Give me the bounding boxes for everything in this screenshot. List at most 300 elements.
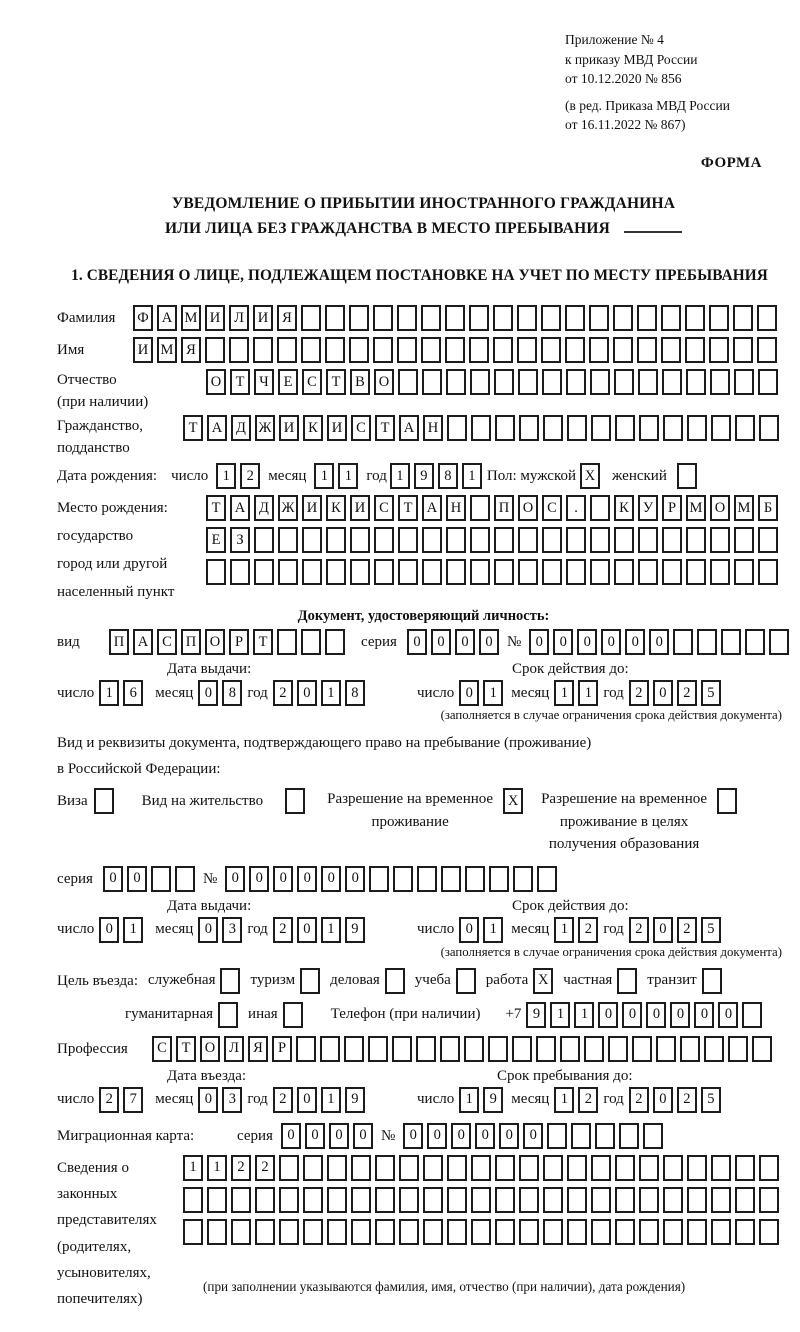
char-box[interactable]: 9 bbox=[345, 1087, 365, 1113]
char-box[interactable]: 2 bbox=[231, 1155, 251, 1181]
char-box[interactable] bbox=[663, 1155, 683, 1181]
char-box[interactable] bbox=[230, 559, 250, 585]
char-box[interactable]: 1 bbox=[483, 917, 503, 943]
char-box[interactable] bbox=[255, 1219, 275, 1245]
char-box[interactable] bbox=[495, 1187, 515, 1213]
char-box[interactable] bbox=[590, 559, 610, 585]
char-box[interactable]: 0 bbox=[353, 1123, 373, 1149]
char-box[interactable] bbox=[446, 559, 466, 585]
char-box[interactable]: 2 bbox=[677, 680, 697, 706]
char-box[interactable] bbox=[326, 559, 346, 585]
char-box[interactable]: 1 bbox=[550, 1002, 570, 1028]
char-box[interactable] bbox=[278, 559, 298, 585]
char-box[interactable]: 9 bbox=[345, 917, 365, 943]
char-box[interactable] bbox=[637, 305, 657, 331]
char-box[interactable]: 0 bbox=[499, 1123, 519, 1149]
checkbox-cell[interactable] bbox=[300, 968, 320, 994]
char-box[interactable]: 0 bbox=[653, 1087, 673, 1113]
char-box[interactable] bbox=[494, 559, 514, 585]
char-box[interactable] bbox=[351, 1187, 371, 1213]
char-box[interactable] bbox=[662, 369, 682, 395]
char-box[interactable] bbox=[711, 415, 731, 441]
char-box[interactable]: Н bbox=[446, 495, 466, 521]
char-box[interactable] bbox=[541, 337, 561, 363]
char-box[interactable] bbox=[613, 337, 633, 363]
char-box[interactable]: 2 bbox=[255, 1155, 275, 1181]
char-box[interactable] bbox=[373, 337, 393, 363]
char-box[interactable]: . bbox=[566, 495, 586, 521]
char-box[interactable]: О bbox=[200, 1036, 220, 1062]
checkbox-cell[interactable]: X bbox=[533, 968, 553, 994]
char-box[interactable]: С bbox=[152, 1036, 172, 1062]
char-box[interactable] bbox=[464, 1036, 484, 1062]
char-box[interactable]: 9 bbox=[414, 463, 434, 489]
char-box[interactable] bbox=[567, 1187, 587, 1213]
char-box[interactable] bbox=[350, 559, 370, 585]
char-box[interactable]: Л bbox=[224, 1036, 244, 1062]
char-box[interactable] bbox=[440, 1036, 460, 1062]
char-box[interactable] bbox=[710, 559, 730, 585]
char-box[interactable] bbox=[542, 559, 562, 585]
char-box[interactable] bbox=[663, 1187, 683, 1213]
char-box[interactable] bbox=[584, 1036, 604, 1062]
char-box[interactable]: О bbox=[518, 495, 538, 521]
char-box[interactable]: О bbox=[374, 369, 394, 395]
char-box[interactable]: 1 bbox=[483, 680, 503, 706]
char-box[interactable] bbox=[301, 305, 321, 331]
char-box[interactable] bbox=[661, 305, 681, 331]
char-box[interactable]: Ф bbox=[133, 305, 153, 331]
char-box[interactable]: С bbox=[157, 629, 177, 655]
char-box[interactable]: 0 bbox=[329, 1123, 349, 1149]
char-box[interactable]: 2 bbox=[99, 1087, 119, 1113]
char-box[interactable] bbox=[566, 527, 586, 553]
char-box[interactable] bbox=[471, 1155, 491, 1181]
char-box[interactable]: 0 bbox=[345, 866, 365, 892]
char-box[interactable] bbox=[757, 305, 777, 331]
char-box[interactable]: Я bbox=[248, 1036, 268, 1062]
checkbox-cell[interactable]: X bbox=[580, 463, 600, 489]
char-box[interactable]: Б bbox=[758, 495, 778, 521]
char-box[interactable]: С bbox=[542, 495, 562, 521]
char-box[interactable]: 9 bbox=[526, 1002, 546, 1028]
char-box[interactable] bbox=[375, 1219, 395, 1245]
char-box[interactable]: 1 bbox=[338, 463, 358, 489]
char-box[interactable] bbox=[229, 337, 249, 363]
char-box[interactable]: 0 bbox=[225, 866, 245, 892]
char-box[interactable] bbox=[704, 1036, 724, 1062]
char-box[interactable]: 0 bbox=[718, 1002, 738, 1028]
char-box[interactable]: 2 bbox=[629, 1087, 649, 1113]
char-box[interactable]: 0 bbox=[577, 629, 597, 655]
char-box[interactable] bbox=[687, 1219, 707, 1245]
checkbox-cell[interactable] bbox=[385, 968, 405, 994]
char-box[interactable] bbox=[488, 1036, 508, 1062]
char-box[interactable] bbox=[231, 1219, 251, 1245]
char-box[interactable]: Т bbox=[176, 1036, 196, 1062]
char-box[interactable]: 0 bbox=[127, 866, 147, 892]
char-box[interactable] bbox=[447, 1187, 467, 1213]
char-box[interactable]: Я bbox=[181, 337, 201, 363]
char-box[interactable]: 0 bbox=[297, 1087, 317, 1113]
char-box[interactable] bbox=[615, 1155, 635, 1181]
char-box[interactable] bbox=[685, 305, 705, 331]
char-box[interactable]: 0 bbox=[479, 629, 499, 655]
char-box[interactable]: И bbox=[205, 305, 225, 331]
checkbox-cell[interactable] bbox=[456, 968, 476, 994]
char-box[interactable] bbox=[231, 1187, 251, 1213]
char-box[interactable] bbox=[320, 1036, 340, 1062]
char-box[interactable] bbox=[277, 629, 297, 655]
char-box[interactable] bbox=[721, 629, 741, 655]
char-box[interactable] bbox=[447, 415, 467, 441]
char-box[interactable] bbox=[517, 337, 537, 363]
char-box[interactable] bbox=[560, 1036, 580, 1062]
char-box[interactable] bbox=[615, 1219, 635, 1245]
char-box[interactable] bbox=[591, 1187, 611, 1213]
char-box[interactable]: П bbox=[181, 629, 201, 655]
checkbox-cell[interactable] bbox=[283, 1002, 303, 1028]
char-box[interactable] bbox=[518, 369, 538, 395]
char-box[interactable] bbox=[471, 1219, 491, 1245]
checkbox-cell[interactable] bbox=[218, 1002, 238, 1028]
char-box[interactable]: М bbox=[157, 337, 177, 363]
char-box[interactable]: М bbox=[181, 305, 201, 331]
char-box[interactable]: 1 bbox=[321, 917, 341, 943]
char-box[interactable]: 2 bbox=[273, 1087, 293, 1113]
char-box[interactable] bbox=[637, 337, 657, 363]
char-box[interactable] bbox=[393, 866, 413, 892]
char-box[interactable]: 0 bbox=[297, 680, 317, 706]
char-box[interactable]: 2 bbox=[273, 680, 293, 706]
char-box[interactable] bbox=[470, 495, 490, 521]
char-box[interactable] bbox=[639, 1187, 659, 1213]
char-box[interactable] bbox=[518, 559, 538, 585]
char-box[interactable]: 1 bbox=[554, 680, 574, 706]
char-box[interactable] bbox=[589, 305, 609, 331]
char-box[interactable] bbox=[571, 1123, 591, 1149]
char-box[interactable] bbox=[351, 1219, 371, 1245]
char-box[interactable] bbox=[608, 1036, 628, 1062]
char-box[interactable] bbox=[512, 1036, 532, 1062]
char-box[interactable]: С bbox=[302, 369, 322, 395]
char-box[interactable] bbox=[495, 1219, 515, 1245]
char-box[interactable]: 0 bbox=[103, 866, 123, 892]
char-box[interactable] bbox=[423, 1219, 443, 1245]
char-box[interactable] bbox=[687, 1187, 707, 1213]
char-box[interactable]: 0 bbox=[198, 1087, 218, 1113]
char-box[interactable]: 0 bbox=[553, 629, 573, 655]
char-box[interactable]: 1 bbox=[554, 1087, 574, 1113]
char-box[interactable] bbox=[422, 369, 442, 395]
char-box[interactable] bbox=[567, 1155, 587, 1181]
char-box[interactable] bbox=[680, 1036, 700, 1062]
char-box[interactable]: 0 bbox=[281, 1123, 301, 1149]
char-box[interactable]: А bbox=[157, 305, 177, 331]
char-box[interactable]: 1 bbox=[207, 1155, 227, 1181]
char-box[interactable] bbox=[397, 305, 417, 331]
char-box[interactable] bbox=[513, 866, 533, 892]
char-box[interactable]: Е bbox=[206, 527, 226, 553]
checkbox-cell[interactable]: X bbox=[503, 788, 523, 814]
char-box[interactable]: М bbox=[734, 495, 754, 521]
char-box[interactable]: 2 bbox=[240, 463, 260, 489]
char-box[interactable] bbox=[398, 559, 418, 585]
char-box[interactable]: 1 bbox=[123, 917, 143, 943]
checkbox-cell[interactable] bbox=[717, 788, 737, 814]
char-box[interactable] bbox=[369, 866, 389, 892]
char-box[interactable]: 2 bbox=[629, 680, 649, 706]
char-box[interactable]: 0 bbox=[523, 1123, 543, 1149]
char-box[interactable] bbox=[685, 337, 705, 363]
char-box[interactable] bbox=[445, 305, 465, 331]
char-box[interactable] bbox=[595, 1123, 615, 1149]
char-box[interactable]: 0 bbox=[198, 680, 218, 706]
char-box[interactable]: 0 bbox=[455, 629, 475, 655]
char-box[interactable]: У bbox=[638, 495, 658, 521]
char-box[interactable]: 0 bbox=[403, 1123, 423, 1149]
char-box[interactable]: А bbox=[207, 415, 227, 441]
char-box[interactable] bbox=[207, 1219, 227, 1245]
char-box[interactable] bbox=[469, 337, 489, 363]
checkbox-cell[interactable] bbox=[677, 463, 697, 489]
char-box[interactable]: Р bbox=[662, 495, 682, 521]
char-box[interactable] bbox=[519, 1219, 539, 1245]
char-box[interactable]: 0 bbox=[670, 1002, 690, 1028]
char-box[interactable] bbox=[662, 527, 682, 553]
char-box[interactable] bbox=[296, 1036, 316, 1062]
char-box[interactable] bbox=[441, 866, 461, 892]
char-box[interactable] bbox=[734, 369, 754, 395]
char-box[interactable] bbox=[373, 305, 393, 331]
char-box[interactable] bbox=[470, 559, 490, 585]
char-box[interactable] bbox=[470, 527, 490, 553]
char-box[interactable]: 0 bbox=[427, 1123, 447, 1149]
char-box[interactable] bbox=[470, 369, 490, 395]
char-box[interactable]: 0 bbox=[646, 1002, 666, 1028]
char-box[interactable] bbox=[519, 415, 539, 441]
char-box[interactable] bbox=[543, 1187, 563, 1213]
char-box[interactable] bbox=[416, 1036, 436, 1062]
char-box[interactable] bbox=[591, 1219, 611, 1245]
char-box[interactable] bbox=[543, 415, 563, 441]
char-box[interactable] bbox=[632, 1036, 652, 1062]
char-box[interactable]: 0 bbox=[431, 629, 451, 655]
char-box[interactable]: 2 bbox=[629, 917, 649, 943]
char-box[interactable]: Е bbox=[278, 369, 298, 395]
char-box[interactable] bbox=[687, 415, 707, 441]
char-box[interactable]: 2 bbox=[578, 1087, 598, 1113]
char-box[interactable]: 1 bbox=[321, 1087, 341, 1113]
char-box[interactable] bbox=[590, 495, 610, 521]
char-box[interactable] bbox=[728, 1036, 748, 1062]
char-box[interactable] bbox=[758, 559, 778, 585]
char-box[interactable] bbox=[757, 337, 777, 363]
char-box[interactable]: Т bbox=[183, 415, 203, 441]
char-box[interactable]: 3 bbox=[222, 917, 242, 943]
char-box[interactable] bbox=[303, 1219, 323, 1245]
char-box[interactable] bbox=[253, 337, 273, 363]
char-box[interactable] bbox=[519, 1155, 539, 1181]
char-box[interactable]: 1 bbox=[390, 463, 410, 489]
char-box[interactable] bbox=[302, 527, 322, 553]
char-box[interactable] bbox=[519, 1187, 539, 1213]
char-box[interactable] bbox=[710, 527, 730, 553]
char-box[interactable] bbox=[759, 1155, 779, 1181]
char-box[interactable] bbox=[638, 559, 658, 585]
char-box[interactable]: 0 bbox=[598, 1002, 618, 1028]
char-box[interactable] bbox=[183, 1219, 203, 1245]
char-box[interactable]: 1 bbox=[314, 463, 334, 489]
char-box[interactable] bbox=[254, 559, 274, 585]
char-box[interactable] bbox=[446, 527, 466, 553]
char-box[interactable] bbox=[303, 1187, 323, 1213]
char-box[interactable] bbox=[421, 305, 441, 331]
char-box[interactable] bbox=[537, 866, 557, 892]
char-box[interactable]: 2 bbox=[677, 1087, 697, 1113]
checkbox-cell[interactable] bbox=[94, 788, 114, 814]
char-box[interactable] bbox=[662, 559, 682, 585]
char-box[interactable]: 0 bbox=[321, 866, 341, 892]
char-box[interactable] bbox=[494, 527, 514, 553]
char-box[interactable]: 0 bbox=[653, 680, 673, 706]
char-box[interactable]: 8 bbox=[438, 463, 458, 489]
char-box[interactable]: И bbox=[279, 415, 299, 441]
char-box[interactable] bbox=[183, 1187, 203, 1213]
char-box[interactable]: 0 bbox=[475, 1123, 495, 1149]
char-box[interactable]: И bbox=[133, 337, 153, 363]
char-box[interactable] bbox=[327, 1187, 347, 1213]
char-box[interactable] bbox=[567, 415, 587, 441]
char-box[interactable]: 0 bbox=[622, 1002, 642, 1028]
char-box[interactable] bbox=[590, 369, 610, 395]
char-box[interactable] bbox=[542, 527, 562, 553]
char-box[interactable] bbox=[375, 1155, 395, 1181]
char-box[interactable]: С bbox=[351, 415, 371, 441]
char-box[interactable] bbox=[398, 369, 418, 395]
char-box[interactable]: П bbox=[109, 629, 129, 655]
char-box[interactable]: 1 bbox=[462, 463, 482, 489]
char-box[interactable] bbox=[493, 305, 513, 331]
char-box[interactable]: А bbox=[399, 415, 419, 441]
char-box[interactable]: 0 bbox=[601, 629, 621, 655]
char-box[interactable]: 1 bbox=[459, 1087, 479, 1113]
char-box[interactable]: П bbox=[494, 495, 514, 521]
char-box[interactable] bbox=[565, 337, 585, 363]
char-box[interactable] bbox=[279, 1219, 299, 1245]
char-box[interactable]: 0 bbox=[694, 1002, 714, 1028]
char-box[interactable] bbox=[591, 415, 611, 441]
char-box[interactable]: 0 bbox=[249, 866, 269, 892]
char-box[interactable]: Р bbox=[229, 629, 249, 655]
char-box[interactable] bbox=[375, 1187, 395, 1213]
char-box[interactable]: Т bbox=[230, 369, 250, 395]
char-box[interactable]: З bbox=[230, 527, 250, 553]
char-box[interactable] bbox=[711, 1155, 731, 1181]
char-box[interactable] bbox=[536, 1036, 556, 1062]
char-box[interactable] bbox=[279, 1187, 299, 1213]
char-box[interactable]: 2 bbox=[677, 917, 697, 943]
char-box[interactable] bbox=[302, 559, 322, 585]
char-box[interactable] bbox=[565, 305, 585, 331]
char-box[interactable] bbox=[590, 527, 610, 553]
char-box[interactable] bbox=[279, 1155, 299, 1181]
char-box[interactable] bbox=[639, 1219, 659, 1245]
char-box[interactable] bbox=[615, 1187, 635, 1213]
char-box[interactable]: 1 bbox=[183, 1155, 203, 1181]
char-box[interactable] bbox=[686, 369, 706, 395]
char-box[interactable] bbox=[735, 1219, 755, 1245]
char-box[interactable] bbox=[758, 369, 778, 395]
char-box[interactable]: К bbox=[326, 495, 346, 521]
char-box[interactable] bbox=[661, 337, 681, 363]
char-box[interactable] bbox=[489, 866, 509, 892]
char-box[interactable] bbox=[547, 1123, 567, 1149]
char-box[interactable] bbox=[663, 415, 683, 441]
char-box[interactable] bbox=[327, 1155, 347, 1181]
char-box[interactable]: 1 bbox=[216, 463, 236, 489]
char-box[interactable] bbox=[619, 1123, 639, 1149]
char-box[interactable] bbox=[374, 559, 394, 585]
char-box[interactable]: 1 bbox=[554, 917, 574, 943]
char-box[interactable] bbox=[422, 559, 442, 585]
char-box[interactable]: И bbox=[327, 415, 347, 441]
char-box[interactable]: 0 bbox=[649, 629, 669, 655]
char-box[interactable] bbox=[493, 337, 513, 363]
char-box[interactable]: 2 bbox=[273, 917, 293, 943]
checkbox-cell[interactable] bbox=[220, 968, 240, 994]
char-box[interactable]: 0 bbox=[459, 680, 479, 706]
char-box[interactable] bbox=[686, 559, 706, 585]
char-box[interactable] bbox=[301, 337, 321, 363]
char-box[interactable]: 5 bbox=[701, 917, 721, 943]
char-box[interactable] bbox=[566, 369, 586, 395]
char-box[interactable] bbox=[542, 369, 562, 395]
char-box[interactable]: 6 bbox=[123, 680, 143, 706]
char-box[interactable]: Ч bbox=[254, 369, 274, 395]
char-box[interactable]: 8 bbox=[222, 680, 242, 706]
char-box[interactable]: В bbox=[350, 369, 370, 395]
char-box[interactable] bbox=[769, 629, 789, 655]
char-box[interactable] bbox=[398, 527, 418, 553]
char-box[interactable] bbox=[206, 559, 226, 585]
char-box[interactable] bbox=[745, 629, 765, 655]
char-box[interactable]: Н bbox=[423, 415, 443, 441]
char-box[interactable] bbox=[494, 369, 514, 395]
char-box[interactable] bbox=[399, 1155, 419, 1181]
char-box[interactable]: 0 bbox=[529, 629, 549, 655]
char-box[interactable] bbox=[421, 337, 441, 363]
char-box[interactable] bbox=[207, 1187, 227, 1213]
char-box[interactable] bbox=[303, 1155, 323, 1181]
char-box[interactable]: 0 bbox=[305, 1123, 325, 1149]
char-box[interactable] bbox=[374, 527, 394, 553]
char-box[interactable] bbox=[543, 1155, 563, 1181]
char-box[interactable] bbox=[205, 337, 225, 363]
char-box[interactable] bbox=[349, 337, 369, 363]
char-box[interactable] bbox=[368, 1036, 388, 1062]
char-box[interactable]: 1 bbox=[99, 680, 119, 706]
char-box[interactable] bbox=[687, 1155, 707, 1181]
char-box[interactable] bbox=[711, 1219, 731, 1245]
char-box[interactable] bbox=[325, 629, 345, 655]
char-box[interactable] bbox=[735, 1187, 755, 1213]
char-box[interactable]: 5 bbox=[701, 680, 721, 706]
char-box[interactable] bbox=[758, 527, 778, 553]
char-box[interactable]: И bbox=[350, 495, 370, 521]
char-box[interactable] bbox=[447, 1219, 467, 1245]
char-box[interactable]: О bbox=[205, 629, 225, 655]
